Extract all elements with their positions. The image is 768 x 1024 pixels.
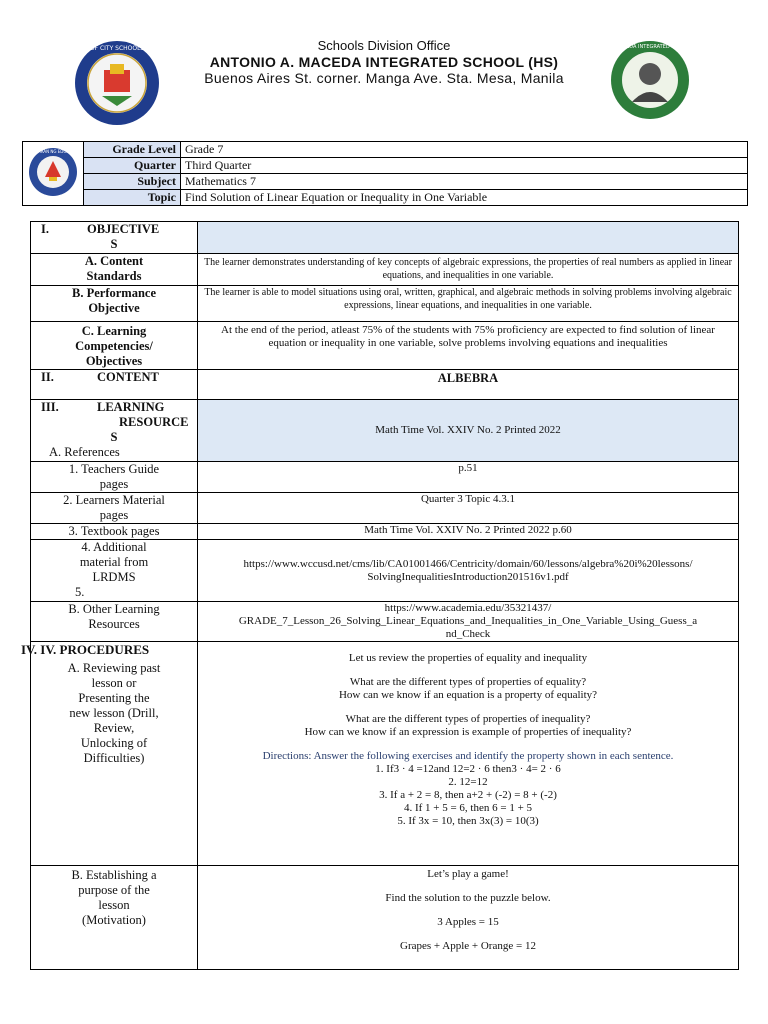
competencies-label-3: Objectives <box>85 354 143 368</box>
content-standards-label-2: Standards <box>86 269 142 283</box>
subject-value: Mathematics 7 <box>181 174 748 190</box>
deped-logo-cell <box>23 142 84 206</box>
review-line-4: What are the different types of properties of inequality? <box>345 713 591 725</box>
topic-label: Topic <box>84 190 181 206</box>
reviewing-label-3: Presenting the <box>78 691 150 705</box>
purpose-text <box>198 866 739 970</box>
textbook-pages-text: Math Time Vol. XXIV No. 2 Printed 2022 p.60 <box>198 524 739 540</box>
learning-resources-header <box>31 400 198 462</box>
quarter-value: Third Quarter <box>181 158 748 174</box>
deped-seal-logo <box>23 147 83 197</box>
competencies-label-1: C. Learning <box>81 324 147 338</box>
grade-level-label: Grade Level <box>84 142 181 158</box>
purpose-line-1: Let’s play a game! <box>427 868 509 880</box>
additional-material-link-1[interactable]: https://www.wccusd.net/cms/lib/CA01001466/Centricity/domain/60/lessons/algebra%20i%20lessons/ <box>243 557 693 570</box>
learners-material-label-1: 2. Learners Material <box>63 493 165 507</box>
purpose-line-4: Grapes + Apple + Orange = 12 <box>400 940 536 952</box>
reviewing-label-6: Unlocking of <box>80 736 148 750</box>
learners-material-label <box>31 493 198 524</box>
reviewing-text <box>198 642 739 866</box>
additional-material-label-4: 5. <box>75 585 85 599</box>
learning-resources-text: Math Time Vol. XXIV No. 2 Printed 2022 <box>198 400 739 462</box>
performance-label-1: B. Performance <box>72 286 156 300</box>
office-name: Schools Division Office <box>317 38 451 53</box>
procedures-label: IV. IV. PROCEDURES <box>21 642 150 657</box>
additional-material-label <box>31 540 198 602</box>
learning-resources-label-1: LEARNING <box>97 400 165 414</box>
additional-material-text <box>198 540 739 602</box>
reviewing-label-7: Difficulties) <box>83 751 145 765</box>
content-standards-label <box>31 254 198 286</box>
additional-material-label-1: 4. Additional <box>81 540 147 554</box>
learning-resources-label-2: RESOURCE <box>119 415 189 429</box>
learners-material-label-2: pages <box>99 508 129 522</box>
division-seal-logo <box>60 40 174 126</box>
review-line-3: How can we know if an equation is a property of equality? <box>338 689 598 701</box>
review-directions: Directions: Answer the following exercises and identify the property shown in each sentence. <box>262 750 674 762</box>
review-item-5: 5. If 3x = 10, then 3x(3) = 10(3) <box>397 815 539 827</box>
review-line-5: How can we know if an expression is example of properties of inequality? <box>304 726 632 738</box>
competencies-text: At the end of the period, atleast 75% of the students with 75% proficiency are expected to find solution of linear equation or inequality in one variable, solve problems involving equations and inequalities <box>198 322 739 370</box>
left-seal-lettering: DIVISION OF CITY SCHOOLS · MANILA <box>60 45 174 52</box>
content-num: II. <box>41 370 54 384</box>
quarter-label: Quarter <box>84 158 181 174</box>
subject-label: Subject <box>84 174 181 190</box>
purpose-label-2: purpose of the <box>78 883 150 897</box>
reviewing-label-1: A. Reviewing past <box>67 661 161 675</box>
topic-value: Find Solution of Linear Equation or Inequality in One Variable <box>181 190 748 206</box>
objectives-blank <box>198 222 739 254</box>
other-resources-label-1: B. Other Learning <box>68 602 160 616</box>
textbook-pages-label: 3. Textbook pages <box>31 524 198 540</box>
competencies-label-2: Competencies/ <box>75 339 153 353</box>
purpose-line-3: 3 Apples = 15 <box>437 916 499 928</box>
content-label: CONTENT <box>97 370 159 384</box>
lesson-plan-table <box>21 221 739 970</box>
other-resources-link-1[interactable]: https://www.academia.edu/35321437/ <box>384 602 552 614</box>
performance-objective-text: The learner is able to model situations using oral, written, graphical, and algebraic methods in solving problems involving algebraic expressions, linear equations, and inequalities in one variable. <box>198 286 739 322</box>
additional-material-link-2[interactable]: SolvingInequalitiesIntroduction201516v1.pdf <box>367 570 569 583</box>
reviewing-label-5: Review, <box>93 721 135 735</box>
purpose-label-4: (Motivation) <box>82 913 146 927</box>
objectives-label-cont: S <box>110 237 118 251</box>
review-line-1: Let us review the properties of equality and inequality <box>348 652 588 664</box>
school-seal-logo <box>583 40 717 120</box>
review-item-1: 1. If3 · 4 =12and 12=2 · 6 then3 · 4= 2 · 6 <box>375 763 561 775</box>
grade-level-value: Grade 7 <box>181 142 748 158</box>
other-resources-link-2[interactable]: GRADE_7_Lesson_26_Solving_Linear_Equations_and_Inequalities_in_One_Variable_Using_Guess_a <box>238 615 698 627</box>
review-item-2: 2. 12=12 <box>448 776 488 788</box>
purpose-label-3: lesson <box>98 898 130 912</box>
learning-resources-num: III. <box>41 400 59 414</box>
teachers-guide-label-2: pages <box>99 477 129 491</box>
additional-material-label-2: material from <box>79 555 149 569</box>
review-line-2: What are the different types of properties of equality? <box>349 676 587 688</box>
objectives-num: I. <box>41 222 49 236</box>
right-seal-lettering: ANTONIO A. MACEDA INTEGRATED SCHOOL · MANILA <box>583 44 717 50</box>
school-name: ANTONIO A. MACEDA INTEGRATED SCHOOL (HS) <box>209 54 559 70</box>
other-resources-label-2: Resources <box>88 617 140 631</box>
reviewing-label-4: new lesson (Drill, <box>69 706 159 720</box>
learners-material-text: Quarter 3 Topic 4.3.1 <box>198 493 739 524</box>
reviewing-label <box>21 642 198 866</box>
teachers-guide-label-1: 1. Teachers Guide <box>68 462 160 476</box>
competencies-label <box>31 322 198 370</box>
purpose-label <box>31 866 198 970</box>
content-text: ALBEBRA <box>198 370 739 400</box>
content-standards-text: The learner demonstrates understanding of key concepts of algebraic expressions, the properties of real numbers as applied in linear equations, and inequalities in one variable. <box>198 254 739 286</box>
other-resources-text <box>198 602 739 642</box>
deped-seal-lettering: KAGAWARAN NG EDUKASYON <box>23 148 83 154</box>
content-header <box>31 370 198 400</box>
other-resources-label <box>31 602 198 642</box>
lesson-info-table <box>22 141 748 206</box>
references-label: A. References <box>49 445 120 459</box>
performance-objective-label <box>31 286 198 322</box>
objectives-label: OBJECTIVE <box>87 222 160 236</box>
objectives-header <box>31 222 198 254</box>
review-item-3: 3. If a + 2 = 8, then a+2 + (-2) = 8 + (-2) <box>379 789 557 801</box>
teachers-guide-label <box>31 462 198 493</box>
other-resources-link-3[interactable]: nd_Check <box>445 628 491 640</box>
review-item-4: 4. If 1 + 5 = 6, then 6 = 1 + 5 <box>403 802 533 814</box>
learning-resources-label-3: S <box>110 430 118 444</box>
additional-material-label-3: LRDMS <box>92 570 136 584</box>
performance-label-2: Objective <box>88 301 140 315</box>
school-address: Buenos Aires St. corner. Manga Ave. Sta. Mesa, Manila <box>204 70 564 86</box>
teachers-guide-text: p.51 <box>198 462 739 493</box>
content-standards-label-1: A. Content <box>84 254 144 268</box>
purpose-label-1: B. Establishing a <box>71 868 157 882</box>
reviewing-label-2: lesson or <box>91 676 137 690</box>
purpose-line-2: Find the solution to the puzzle below. <box>385 892 551 904</box>
